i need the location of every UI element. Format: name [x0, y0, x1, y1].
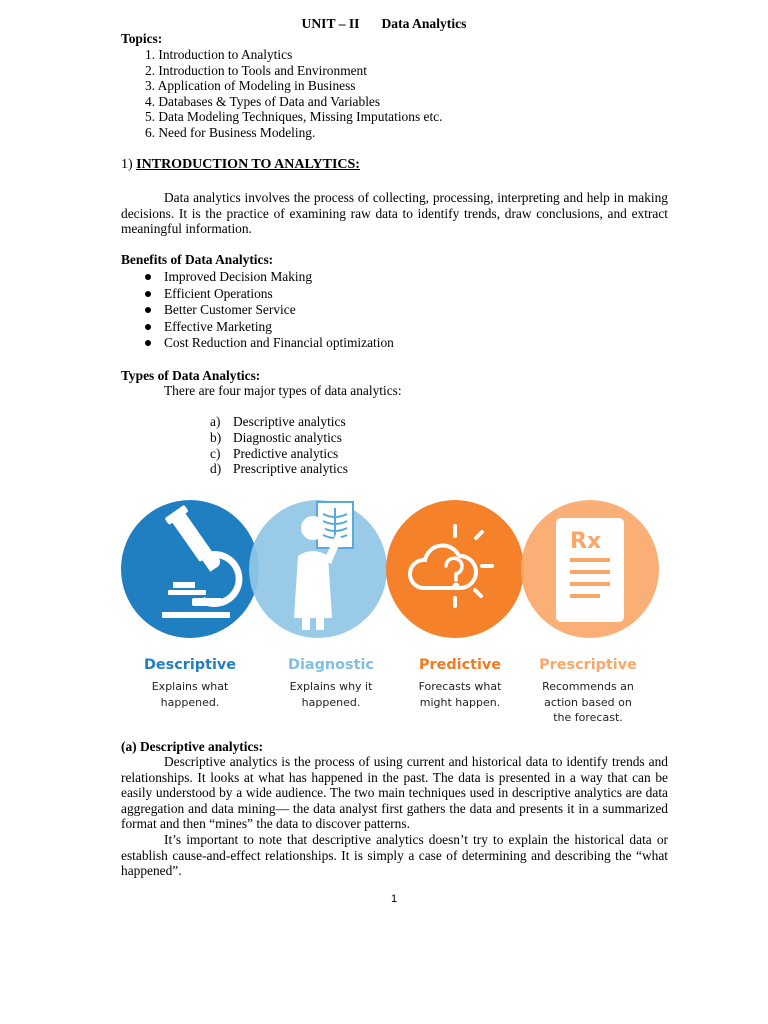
topics-list [145, 47, 442, 141]
type-item [210, 446, 348, 462]
prescriptive-label: Prescriptive [539, 657, 637, 673]
benefit-item [143, 302, 394, 319]
description-line: happened. [301, 695, 361, 709]
descriptive-paragraph-2 [121, 832, 668, 879]
predictive-label: Predictive [418, 657, 502, 673]
type-text: Diagnostic analytics [233, 429, 342, 445]
benefit-text: Improved Decision Making [164, 269, 313, 284]
descriptive-paragraph-1 [121, 754, 668, 832]
type-letter: c) [210, 445, 221, 461]
topics-heading: Topics: [121, 31, 163, 46]
type-text: Predictive analytics [233, 445, 339, 461]
type-text: Descriptive analytics [233, 414, 346, 429]
benefit-item [143, 269, 394, 286]
section-title: INTRODUCTION TO ANALYTICS: [136, 157, 360, 172]
types-list [210, 414, 348, 477]
type-item [210, 461, 348, 477]
types-heading: Types of Data Analytics: [121, 368, 261, 383]
prescriptive-description [518, 679, 658, 726]
diagnostic-description [261, 679, 401, 710]
description-line: happened. [160, 695, 220, 709]
descriptive-description [120, 679, 260, 710]
page-title [0, 16, 768, 32]
type-item [210, 414, 348, 430]
section-number: 1) [121, 157, 133, 172]
bullet-icon [145, 324, 151, 330]
benefit-item [143, 335, 394, 352]
bullet-icon [145, 340, 151, 346]
bullet-icon [145, 291, 151, 297]
type-letter: a) [210, 414, 221, 429]
benefit-item [143, 319, 394, 336]
topic-item: 5. Data Modeling Techniques, Missing Imputations etc. [145, 109, 443, 125]
topic-item: 4. Databases & Types of Data and Variables [145, 93, 381, 109]
unit-label: UNIT – II [301, 16, 360, 31]
section-heading [121, 157, 360, 173]
topic-item: 3. Application of Modeling in Business [145, 78, 356, 94]
benefit-text: Effective Marketing [164, 318, 272, 334]
description-line: Explains why it [289, 680, 373, 693]
diagnostic-label: Diagnostic [288, 657, 374, 673]
description-line: Forecasts what [418, 680, 502, 693]
type-text: Prescriptive analytics [233, 461, 348, 477]
type-letter: d) [210, 461, 222, 477]
descriptive-paragraph-2-text: It’s important to note that descriptive analytics doesn’t try to explain the historical data or establish cause-and-effect relationships. It is simply a case of determining and describing the “what happened”. [121, 832, 668, 879]
rx-glyph: Rx [570, 529, 602, 554]
benefit-text: Cost Reduction and Financial optimization [164, 335, 394, 351]
description-line: the forecast. [553, 711, 623, 724]
analytics-circles-graphic [118, 490, 668, 650]
intro-paragraph-text: Data analytics involves the process of collecting, processing, interpreting and help in making decisions. It is the practice of examining raw data to identify trends, draw conclusions, and extract meaningful information. [121, 190, 668, 237]
description-line: action based on [544, 695, 632, 709]
benefit-text: Efficient Operations [164, 285, 273, 301]
description-line: Explains what [151, 680, 229, 693]
bullet-icon [145, 307, 151, 313]
benefit-item [143, 286, 394, 303]
bullet-icon [145, 274, 151, 280]
subject-label: Data Analytics [381, 16, 467, 31]
description-line: Recommends an [542, 680, 634, 693]
description-line: might happen. [419, 695, 501, 709]
descriptive-paragraph-1-text: Descriptive analytics is the process of using current and historical data to identify trends and relationships. It looks at what has happened in the past. The data is presented in a way that can be easily understood by a wide audience. The two main techniques used in descriptive analytics are data aggregation and data mining— the data analyst first gathers the data and presents it in a summarized format and then “mines” the data to discover patterns. [121, 754, 668, 832]
descriptive-heading: (a) Descriptive analytics: [121, 739, 264, 754]
benefits-list [143, 269, 394, 352]
type-item [210, 430, 348, 446]
topic-item: 2. Introduction to Tools and Environment [145, 62, 367, 78]
benefits-heading: Benefits of Data Analytics: [121, 252, 274, 267]
page-number: 1 [390, 893, 398, 905]
type-letter: b) [210, 429, 222, 445]
types-intro: There are four major types of data analytics: [164, 383, 402, 398]
benefit-text: Better Customer Service [164, 302, 296, 318]
topic-item: 6. Need for Business Modeling. [145, 124, 316, 140]
intro-paragraph [121, 190, 668, 237]
topic-item: 1. Introduction to Analytics [145, 47, 293, 62]
analytics-types-diagram [118, 490, 668, 730]
predictive-description [390, 679, 530, 710]
descriptive-label: Descriptive [143, 657, 237, 673]
predictive-circle [386, 500, 524, 638]
